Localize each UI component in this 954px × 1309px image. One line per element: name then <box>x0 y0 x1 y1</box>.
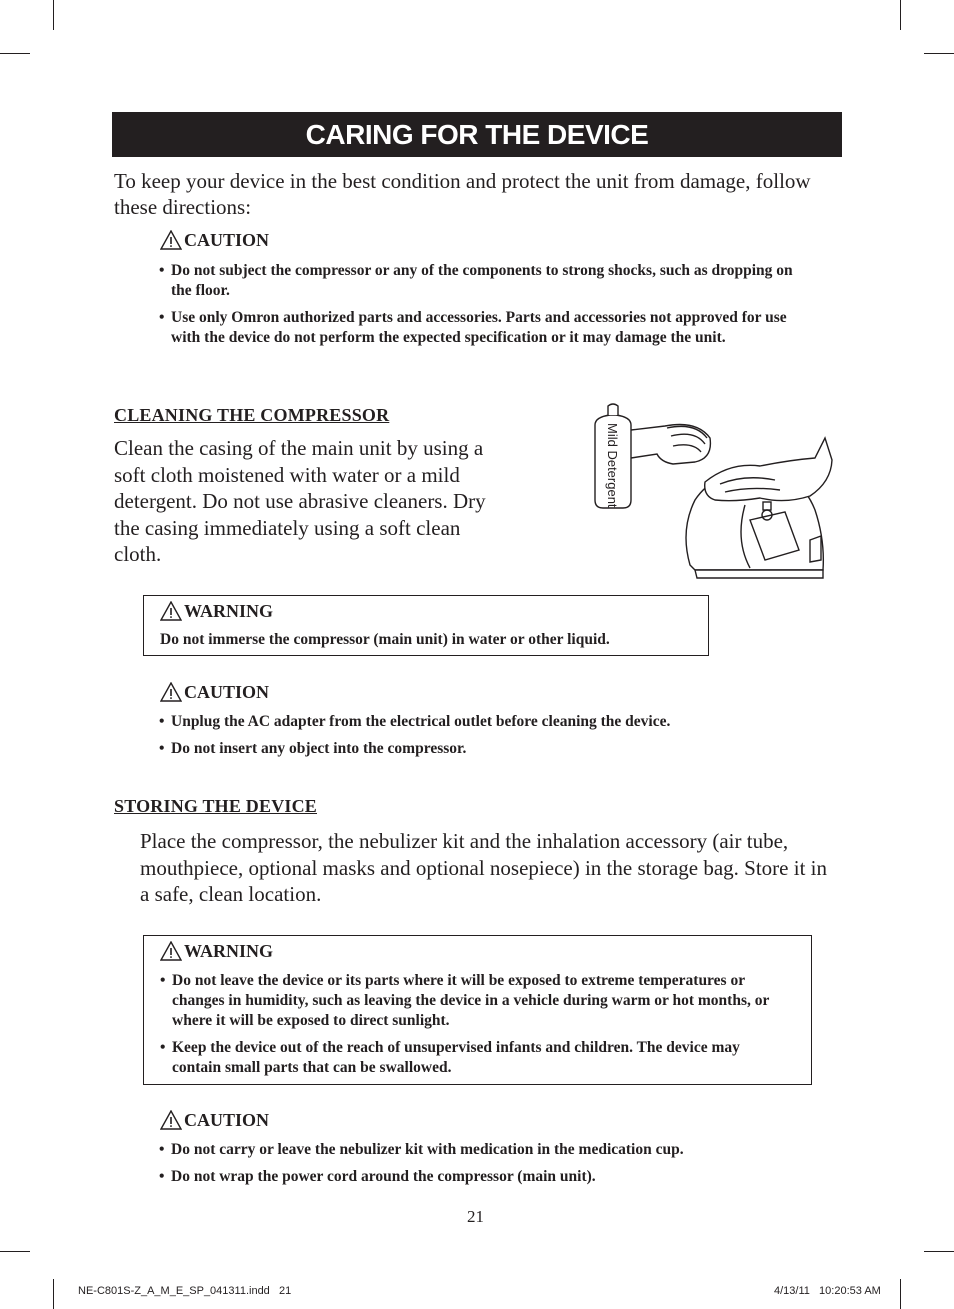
warning-label <box>160 600 273 622</box>
bottle-label: Mild Detergent <box>605 423 620 508</box>
cleaning-text: Clean the casing of the main unit by using a soft cloth moistened with water or a mild detergent. Do not use abrasive cleaners. Dry the casing immediately using a soft clean cloth. <box>114 436 486 566</box>
section-heading-storing: STORING THE DEVICE <box>114 796 317 816</box>
crop-mark <box>53 1279 54 1309</box>
intro-text: To keep your device in the best condition and protect the unit from damage, follow these directions: <box>114 169 811 219</box>
cleaning-illustration <box>585 400 840 590</box>
list-item: • Do not subject the compressor or any of the components to strong shocks, such as dropping on the floor. <box>159 262 793 299</box>
caution-list <box>159 1140 819 1194</box>
caution-label-text: CAUTION <box>184 1110 270 1130</box>
crop-mark <box>924 53 954 54</box>
caution-label-text: CAUTION <box>184 682 270 702</box>
caution-label <box>160 1109 269 1131</box>
warning-list <box>160 971 775 1085</box>
caution-label <box>160 681 269 703</box>
warning-label-text: WARNING <box>184 941 274 961</box>
warning-triangle-icon <box>160 682 182 702</box>
warning-triangle-icon <box>160 941 182 961</box>
crop-mark <box>924 1251 954 1252</box>
page-number: 21 <box>467 1207 484 1226</box>
crop-mark <box>900 1279 901 1309</box>
warning-triangle-icon <box>160 601 182 621</box>
crop-mark <box>53 0 54 30</box>
section-heading-cleaning: CLEANING THE COMPRESSOR <box>114 405 390 425</box>
list-item: • Do not wrap the power cord around the compressor (main unit). <box>159 1168 596 1185</box>
list-item: • Keep the device out of the reach of unsupervised infants and children. The device may contain small parts that can be swallowed. <box>160 1039 740 1076</box>
caution-label <box>160 229 269 251</box>
list-item: • Do not carry or leave the nebulizer kit with medication in the medication cup. <box>159 1141 684 1158</box>
footer-file-name: NE-C801S-Z_A_M_E_SP_041311.indd 21 <box>78 1285 292 1297</box>
storing-text: Place the compressor, the nebulizer kit and the inhalation accessory (air tube, mouthpiece, optional masks and optional nosepiece) in the storage bag. Store it in a safe, clean location. <box>140 829 828 906</box>
list-item: • Use only Omron authorized parts and accessories. Parts and accessories not approved for use with the device do not perform the expected specification or it may damage the unit. <box>159 309 787 346</box>
crop-mark <box>900 0 901 30</box>
list-item: • Do not insert any object into the compressor. <box>159 740 467 757</box>
warning-triangle-icon <box>160 230 182 250</box>
caution-list <box>159 261 799 355</box>
warning-label-text: WARNING <box>184 601 274 621</box>
warning-label <box>160 940 273 962</box>
crop-mark <box>0 1251 30 1252</box>
list-item: • Unplug the AC adapter from the electrical outlet before cleaning the device. <box>159 713 671 730</box>
crop-mark <box>0 53 30 54</box>
caution-label-text: CAUTION <box>184 230 270 250</box>
list-item: • Do not leave the device or its parts where it will be exposed to extreme temperatures or changes in humidity, such as leaving the device in a vehicle during warm or hot months, or where it will be exposed to direct sunlight. <box>160 972 770 1029</box>
warning-triangle-icon <box>160 1110 182 1130</box>
warning-text: Do not immerse the compressor (main unit) in water or other liquid. <box>160 631 610 648</box>
footer-timestamp: 4/13/11 10:20:53 AM <box>774 1285 881 1297</box>
caution-list <box>159 712 799 766</box>
page-title: CARING FOR THE DEVICE <box>112 112 842 157</box>
